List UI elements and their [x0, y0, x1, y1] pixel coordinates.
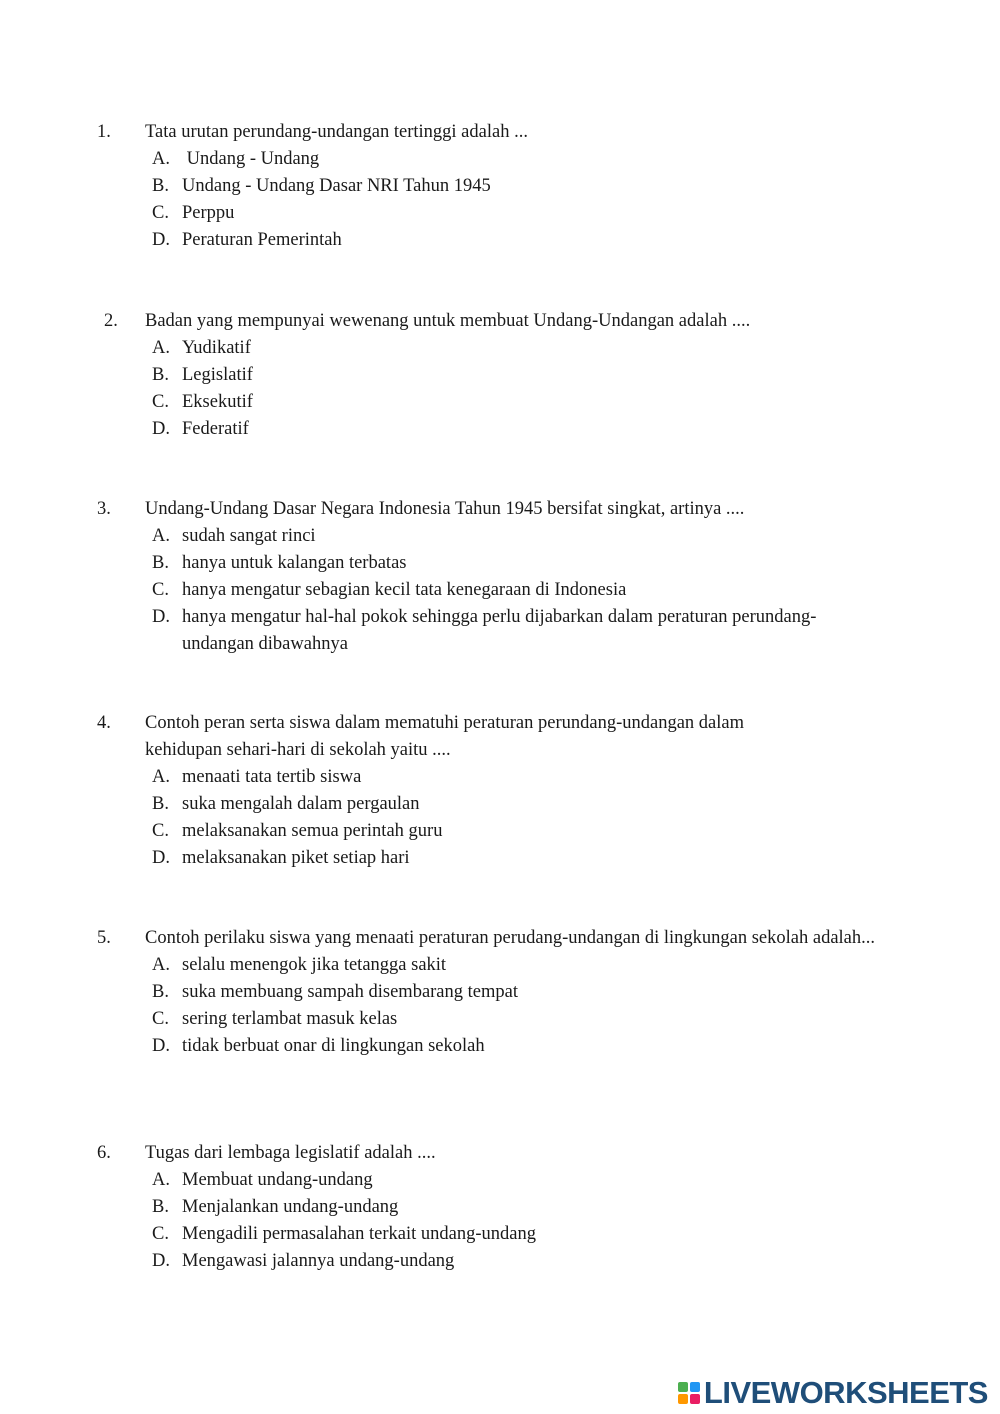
option-letter: B. [152, 1197, 169, 1217]
option-letter: C. [152, 1224, 169, 1244]
options-list [0, 335, 1000, 443]
option-letter: C. [152, 203, 169, 223]
option-letter: D. [152, 230, 170, 250]
option-letter: D. [152, 1036, 170, 1056]
option-letter: C. [152, 392, 169, 412]
option-d[interactable] [0, 227, 882, 254]
option-text: sering terlambat masuk kelas [182, 1009, 398, 1029]
option-text: hanya mengatur hal-hal pokok sehingga perlu dijabarkan dalam peraturan perundang-undangan dibawahnya [182, 607, 817, 654]
option-a[interactable] [0, 523, 882, 550]
option-letter: B. [152, 982, 169, 1002]
option-text: melaksanakan semua perintah guru [182, 821, 443, 841]
question-stem [0, 925, 885, 952]
option-letter: B. [152, 553, 169, 573]
option-b[interactable] [0, 173, 882, 200]
options-list [0, 764, 1000, 872]
liveworksheets-logo-icon [678, 1382, 700, 1404]
option-text: Menjalankan undang-undang [182, 1197, 399, 1217]
logo-square-4 [690, 1394, 700, 1404]
option-text: Mengawasi jalannya undang-undang [182, 1251, 455, 1271]
option-text: Peraturan Pemerintah [182, 230, 342, 250]
option-a[interactable] [0, 764, 882, 791]
question-stem [0, 1140, 885, 1167]
option-text: tidak berbuat onar di lingkungan sekolah [182, 1036, 485, 1056]
option-b[interactable] [0, 1194, 882, 1221]
option-d[interactable] [0, 1248, 882, 1275]
options-list [0, 146, 1000, 254]
option-letter: D. [152, 1251, 170, 1271]
option-letter: A. [152, 955, 170, 975]
option-text: Legislatif [182, 365, 253, 385]
question-number: 5. [97, 928, 111, 948]
option-a[interactable] [0, 146, 882, 173]
option-d[interactable] [0, 416, 882, 443]
option-letter: A. [152, 338, 170, 358]
option-text: Perppu [182, 203, 235, 223]
question-6 [0, 1140, 1000, 1275]
option-a[interactable] [0, 952, 882, 979]
option-text: sudah sangat rinci [182, 526, 316, 546]
question-number: 6. [97, 1143, 111, 1163]
option-text: Mengadili permasalahan terkait undang-undang [182, 1224, 536, 1244]
question-number: 3. [97, 499, 111, 519]
option-letter: A. [152, 526, 170, 546]
logo-square-1 [678, 1382, 688, 1392]
option-d[interactable] [0, 604, 882, 658]
option-text: hanya untuk kalangan terbatas [182, 553, 407, 573]
option-text: Eksekutif [182, 392, 253, 412]
option-c[interactable] [0, 818, 882, 845]
option-letter: B. [152, 176, 169, 196]
option-letter: A. [152, 767, 170, 787]
option-letter: D. [152, 848, 170, 868]
option-letter: D. [152, 607, 170, 627]
question-number: 2. [104, 311, 118, 331]
option-letter: D. [152, 419, 170, 439]
option-c[interactable] [0, 577, 882, 604]
option-c[interactable] [0, 1006, 882, 1033]
question-number: 1. [97, 122, 111, 142]
liveworksheets-logo[interactable] [678, 1377, 988, 1408]
option-c[interactable] [0, 200, 882, 227]
question-5 [0, 925, 1000, 1060]
option-d[interactable] [0, 845, 882, 872]
option-text: menaati tata tertib siswa [182, 767, 362, 787]
option-d[interactable] [0, 1033, 882, 1060]
option-letter: C. [152, 821, 169, 841]
options-list [0, 1167, 1000, 1275]
logo-square-3 [678, 1394, 688, 1404]
option-text: suka membuang sampah disembarang tempat [182, 982, 518, 1002]
option-letter: C. [152, 1009, 169, 1029]
question-stem [0, 496, 885, 523]
question-1 [0, 119, 1000, 254]
question-text: Tugas dari lembaga legislatif adalah .... [145, 1143, 436, 1163]
question-number: 4. [97, 713, 111, 733]
option-text: Undang - Undang Dasar NRI Tahun 1945 [182, 176, 491, 196]
option-text: Membuat undang-undang [182, 1170, 373, 1190]
question-text: Undang-Undang Dasar Negara Indonesia Tahun 1945 bersifat singkat, artinya .... [145, 499, 745, 519]
question-text: Tata urutan perundang-undangan tertinggi adalah ... [145, 122, 528, 142]
question-text: Contoh peran serta siswa dalam mematuhi peraturan perundang-undangan dalam kehidupan sehari-hari di sekolah yaitu .... [145, 713, 744, 760]
question-text: Contoh perilaku siswa yang menaati peraturan perudang-undangan di lingkungan sekolah adalah... [145, 928, 876, 948]
option-b[interactable] [0, 550, 882, 577]
option-c[interactable] [0, 1221, 882, 1248]
option-a[interactable] [0, 335, 882, 362]
option-text: suka mengalah dalam pergaulan [182, 794, 420, 814]
question-2 [0, 308, 1000, 443]
option-a[interactable] [0, 1167, 882, 1194]
option-letter: A. [152, 1170, 170, 1190]
logo-text: LIVEWORKSHEETS [703, 1375, 988, 1410]
options-list [0, 523, 1000, 658]
option-b[interactable] [0, 979, 882, 1006]
question-4 [0, 710, 1000, 872]
option-text: Federatif [182, 419, 249, 439]
option-text: Undang - Undang [182, 149, 320, 169]
option-text: melaksanakan piket setiap hari [182, 848, 410, 868]
option-b[interactable] [0, 791, 882, 818]
option-b[interactable] [0, 362, 882, 389]
option-letter: A. [152, 149, 170, 169]
question-3 [0, 496, 1000, 658]
option-text: hanya mengatur sebagian kecil tata kenegaraan di Indonesia [182, 580, 627, 600]
question-stem [0, 308, 885, 335]
option-letter: C. [152, 580, 169, 600]
question-stem [0, 119, 885, 146]
question-stem [0, 710, 815, 764]
option-text: selalu menengok jika tetangga sakit [182, 955, 447, 975]
option-c[interactable] [0, 389, 882, 416]
option-letter: B. [152, 365, 169, 385]
option-text: Yudikatif [182, 338, 251, 358]
options-list [0, 952, 1000, 1060]
logo-square-2 [690, 1382, 700, 1392]
option-letter: B. [152, 794, 169, 814]
question-text: Badan yang mempunyai wewenang untuk membuat Undang-Undangan adalah .... [145, 311, 751, 331]
